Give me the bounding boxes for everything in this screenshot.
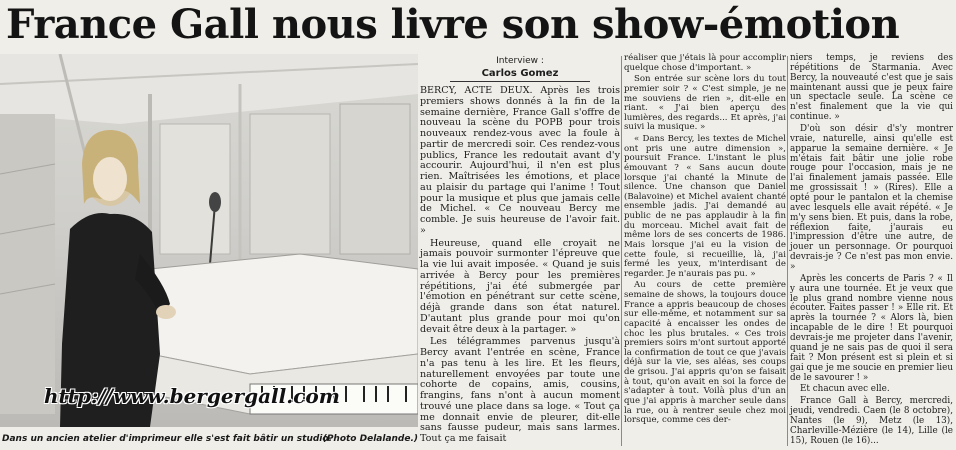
paragraph: Après les concerts de Paris ? « Il y aura une tournée. Et je veux que le plus grand nombre vienne nous écouter. Faites passer ! » Elle rit. Et après la tournée ? « Alors là, bien incapable de le dire ! Et pourquoi devrais-je me projeter dans l'avenir, quand je ne sais pas de quoi il sera fait ? Mon présent est si plein et si gai que je me soucie en premier lieu de le savourer ! » [790, 273, 953, 383]
article-column-3 [790, 54, 953, 449]
article-headline: France Gall nous livre son show-émotion [6, 1, 900, 48]
caption-text: Dans un ancien atelier d'imprimeur elle s'est fait bâtir un studio. [2, 434, 332, 444]
paragraph: réaliser que j'étais là pour accomplir quelque chose d'important. » [624, 53, 786, 73]
paragraph: Heureuse, quand elle croyait ne jamais pouvoir surmonter l'épreuve que la vie lui avait imposée. « Quand je suis arrivée à Bercy pour les premières répétitions, j'ai été submergée par l'émotion en pénétrant sur cette scène, déjà grande dans son état naturel. D'autant plus grande pour moi qu'on devait être deux à la partager. » [420, 237, 620, 335]
article-photo [0, 54, 418, 427]
column-divider [787, 56, 788, 446]
paragraph: D'où son désir d's'y montrer vraie, naturelle, ainsi qu'elle est apparue la semaine dernière. « Je m'étais fait bâtir une jolie robe rouge pour l'occasion, mais je ne l'ai finalement jamais passée. Elle me grossissait ! » (Rires). Elle a opté pour le pantalon et la chemise avec lesquels elle avait répété. « Je m'y sens bien. Et puis, dans la robe, réflexion faite, j'aurais eu l'impression d'être une autre, de jouer un personnage. Or pourquoi devrais-je ? Ce n'est pas mon envie. » [790, 124, 953, 273]
paragraph: niers temps, je reviens des répétitions de Starmania. Avec Bercy, la nouveauté c'est que je sais maintenant aussi que je peux faire un spectacle seule. La scène ce n'est finalement que la vie qui continue. » [790, 53, 953, 123]
column-divider [621, 56, 622, 446]
article-column-2 [624, 54, 786, 428]
website-watermark: http://www.bergergall.com [44, 384, 340, 408]
paragraph: Son entrée sur scène lors du tout premier soir ? « C'est simple, je ne me souviens de rien », dit-elle en riant. « J'ai bien aperçu des lumières, des regards... Et après, j'ai suivi la musique. » [624, 74, 786, 133]
studio-photo-illustration [0, 54, 418, 427]
paragraph: Et chacun avec elle. [800, 384, 890, 395]
photo-credit: (Photo Delalande.) [322, 434, 418, 444]
paragraph: Les télégrammes parvenus jusqu'à Bercy avant l'entrée en scène, France n'a pas tenu à les lire. Et les fleurs, naturellement envoyées par toute une cohorte de copains, amis, cousins, frangins, fans n'ont à aucun moment trouvé une place dans sa loge. « Tout ça me donnait envie de pleurer, dit-elle sans fausse pudeur, mais sans larmes. Tout ça me faisait [420, 336, 620, 444]
article-column-1 [420, 56, 620, 447]
article-kicker: Interview : [496, 56, 544, 66]
article-author: Carlos Gomez [450, 67, 590, 82]
paragraph: France Gall à Bercy, mercredi, jeudi, vendredi. Caen (le 8 octobre), Nantes (le 9), Metz (le 13), Charleville-Mézière (le 14), Lille (le 15), Rouen (le 16)... [790, 396, 953, 446]
paragraph: BERCY, ACTE DEUX. Après les trois premiers shows donnés à la fin de la semaine dernière, France Gall s'offre de nouveau la scène du POPB pour trois nouveaux rendez-vous avec la foule à partir de mercredi soir. Ces rendez-vous publics, France les redoutait avant d'y accourir. Aujourd'hui, il n'en est plus rien. Maîtrisées les émotions, et place au plaisir du partage qui l'anime ! Tout pour la musique et plus que jamais celle de Michel. « Ce nouveau Bercy me comble. Je suis heureuse de l'avoir fait. » [420, 85, 620, 236]
photo-caption [2, 430, 418, 448]
paragraph: « Dans Bercy, les textes de Michel ont pris une autre dimension », poursuit France. L'instant le plus émouvant ? « Sans aucun doute lorsque j'ai chanté la Minute de silence. Une chanson que Daniel (Balavoine) et Michel avaient chanté ensemble jadis. J'ai demandé au public de ne pas applaudir à la fin du morceau. Michel avait fait de même lors de ses concerts de 1986. Mais lorsque j'ai eu la vision de cette foule, si recueillie, là, j'ai fermé les yeux, m'interdisant de regarder. Je n'aurais pas pu. » [624, 134, 786, 279]
paragraph: Au cours de cette première semaine de shows, la toujours douce France a appris beaucoup de choses sur elle-même, et notamment sur sa capacité à encaisser les ondes de choc les plus brutales. « Ces trois premiers soirs m'ont surtout apporté la confirmation de tout ce que j'avais déjà sur la vie, ses aléas, ses coups de grisou. J'ai appris qu'on se faisait à tout, qu'on avait en soi la force de s'adapter à tout. Voilà plus d'un an que j'ai appris à marcher seule dans la rue, ou à rentrer seule chez moi lorsque, comme ces der- [624, 280, 786, 426]
